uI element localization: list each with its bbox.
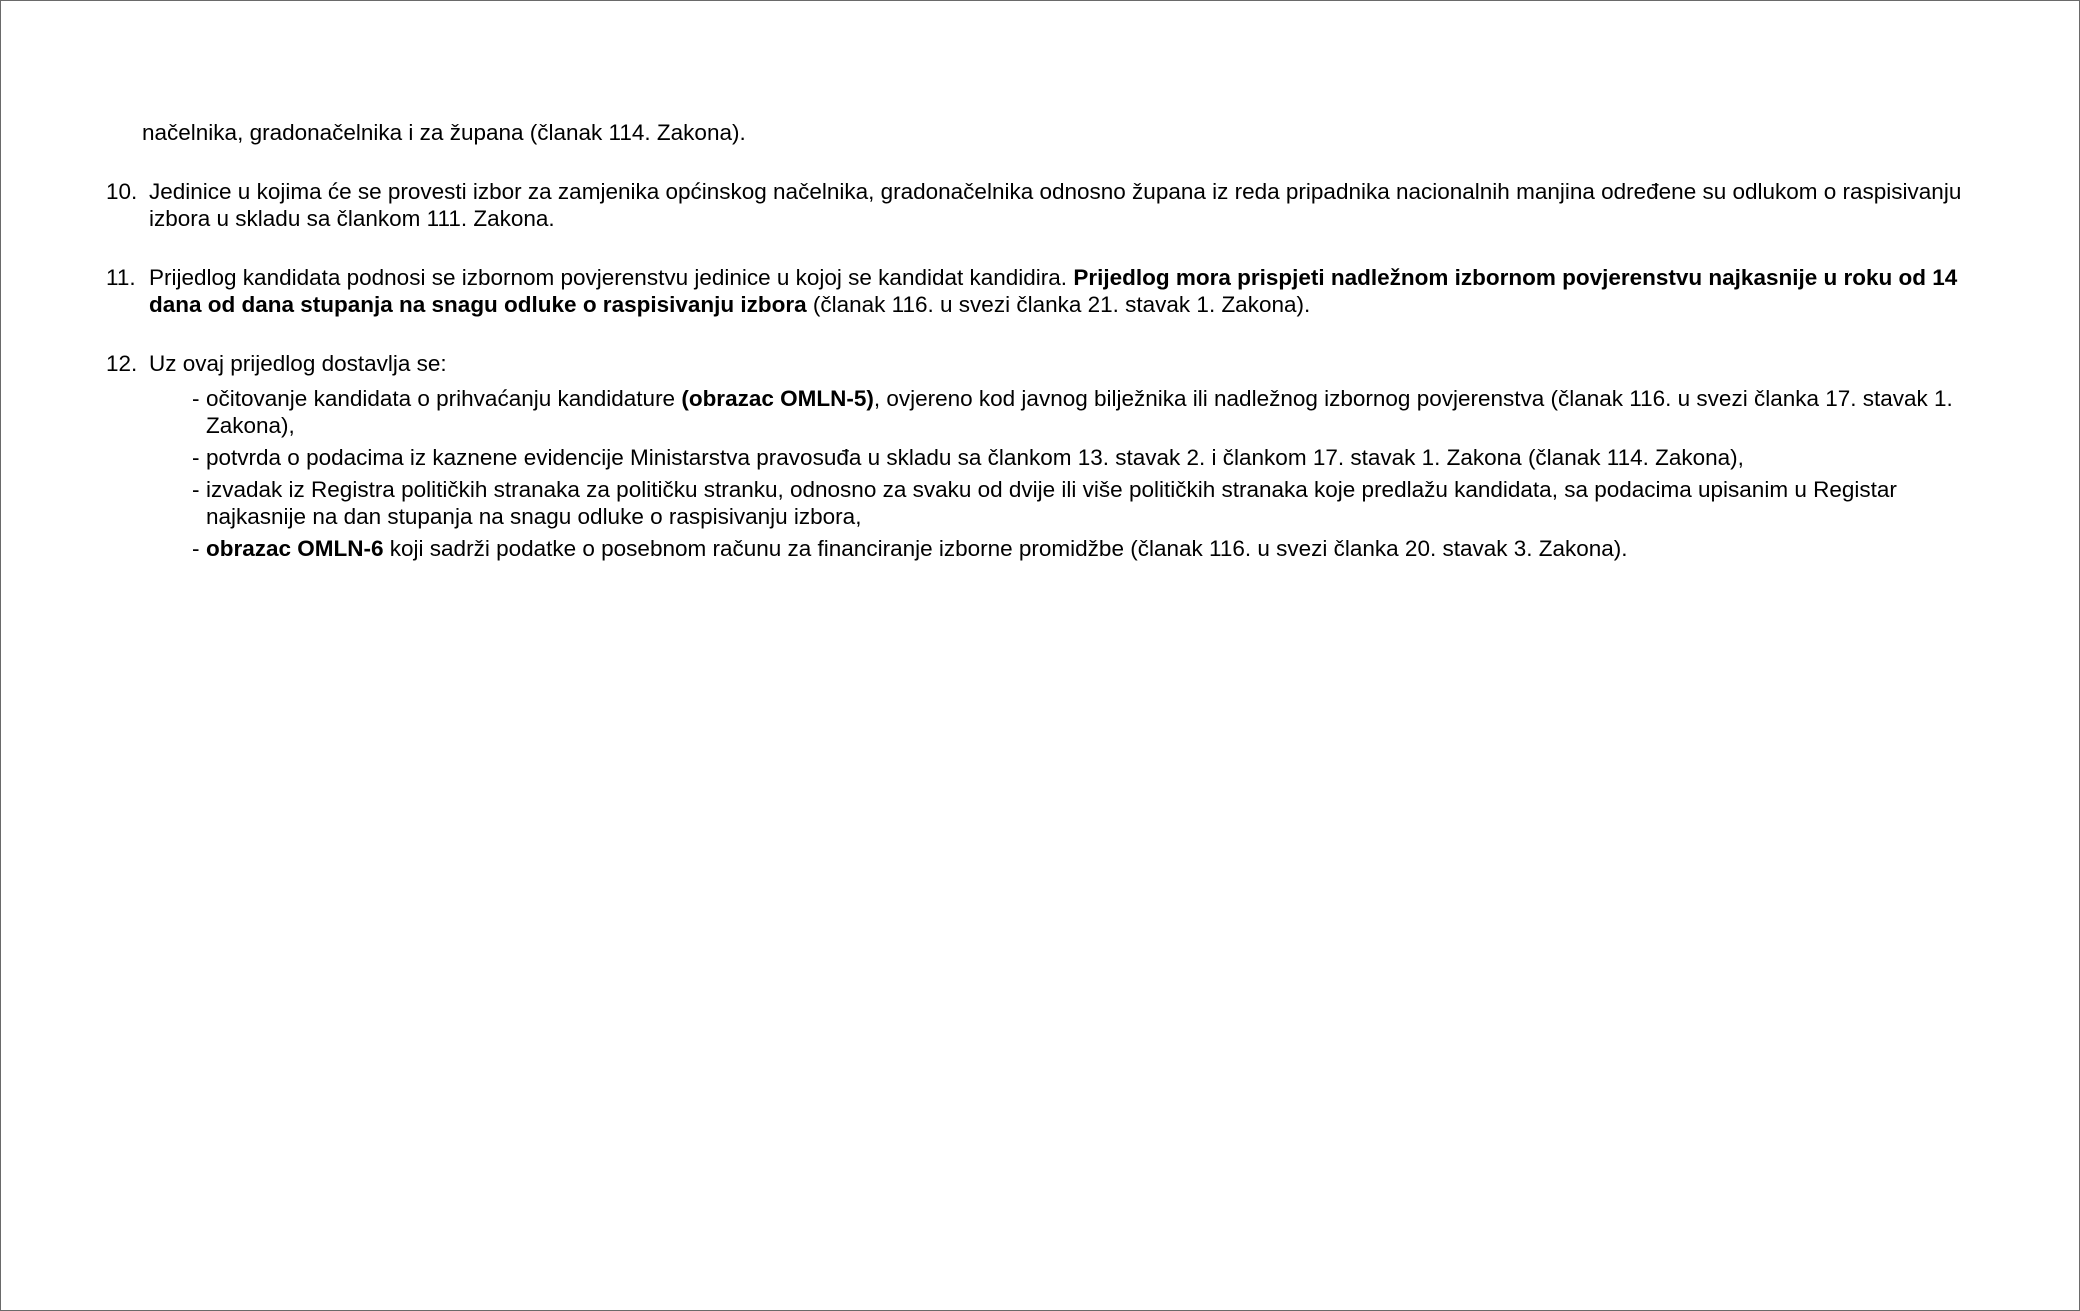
attachment-item <box>192 385 1986 439</box>
item-text-part: , ovjereno kod javnog bilježnika ili nadležnog izbornog povjerenstva (članak 116. u svezi članka 17. stavak 1. Zakona), <box>206 386 1953 438</box>
dash-marker: - <box>192 445 200 470</box>
item-number: 12. <box>106 351 138 376</box>
item-text-part: Prijedlog kandidata podnosi se izbornom povjerenstvu jedinice u kojoj se kandidat kandidira. <box>149 265 1074 290</box>
dash-marker: - <box>192 386 200 411</box>
item-text: Jedinice u kojima će se provesti izbor za zamjenika općinskog načelnika, gradonačelnika odnosno župana iz reda pripadnika nacionalnih manjina određene su odlukom o raspisivanju izbora u skladu sa člankom 111. Zakona. <box>149 179 1962 231</box>
document-body <box>106 119 1986 594</box>
attachment-item <box>192 444 1986 471</box>
dash-marker: - <box>192 536 200 561</box>
item-text: Uz ovaj prijedlog dostavlja se: <box>149 351 447 376</box>
item-text-part: očitovanje kandidata o prihvaćanju kandidature <box>206 386 682 411</box>
item-text <box>149 264 1986 318</box>
attachment-list <box>192 385 1986 562</box>
item-text-part: (članak 116. u svezi članka 21. stavak 1. Zakona). <box>806 292 1311 317</box>
continuation-paragraph: načelnika, gradonačelnika i za župana (članak 114. Zakona). <box>142 120 746 145</box>
item-text-bold: Prijedlog mora prispjeti nadležnom izbornom povjerenstvu najkasnije u roku od 14 dana od dana stupanja na snagu odluke o raspisivanju izbora <box>149 265 1958 317</box>
item-text-bold: obrazac OMLN-6 <box>206 536 384 561</box>
list-item-11 <box>106 264 1986 318</box>
item-text-part: izvadak iz Registra političkih stranaka za političku stranku, odnosno za svaku od dvije ili više političkih stranaka koje predlažu kandidata, sa podacima upisanim u Registar najkasnije na dan stupanja na snagu odluke o raspisivanju izbora, <box>206 477 1897 529</box>
item-text-part: potvrda o podacima iz kaznene evidencije Ministarstva pravosuđa u skladu sa člankom 13. stavak 2. i člankom 17. stavak 1. Zakona (članak 114. Zakona), <box>206 445 1744 470</box>
item-number: 10. <box>106 179 138 204</box>
dash-marker: - <box>192 477 200 502</box>
attachment-item <box>192 476 1986 530</box>
attachment-item <box>192 535 1986 562</box>
item-text-part: koji sadrži podatke o posebnom računu za financiranje izborne promidžbe (članak 116. u svezi članka 20. stavak 3. Zakona). <box>383 536 1628 561</box>
list-item-12 <box>106 350 1986 562</box>
item-text-bold: (obrazac OMLN-5) <box>681 386 874 411</box>
list-item-10 <box>106 178 1986 232</box>
item-number: 11. <box>106 265 136 290</box>
